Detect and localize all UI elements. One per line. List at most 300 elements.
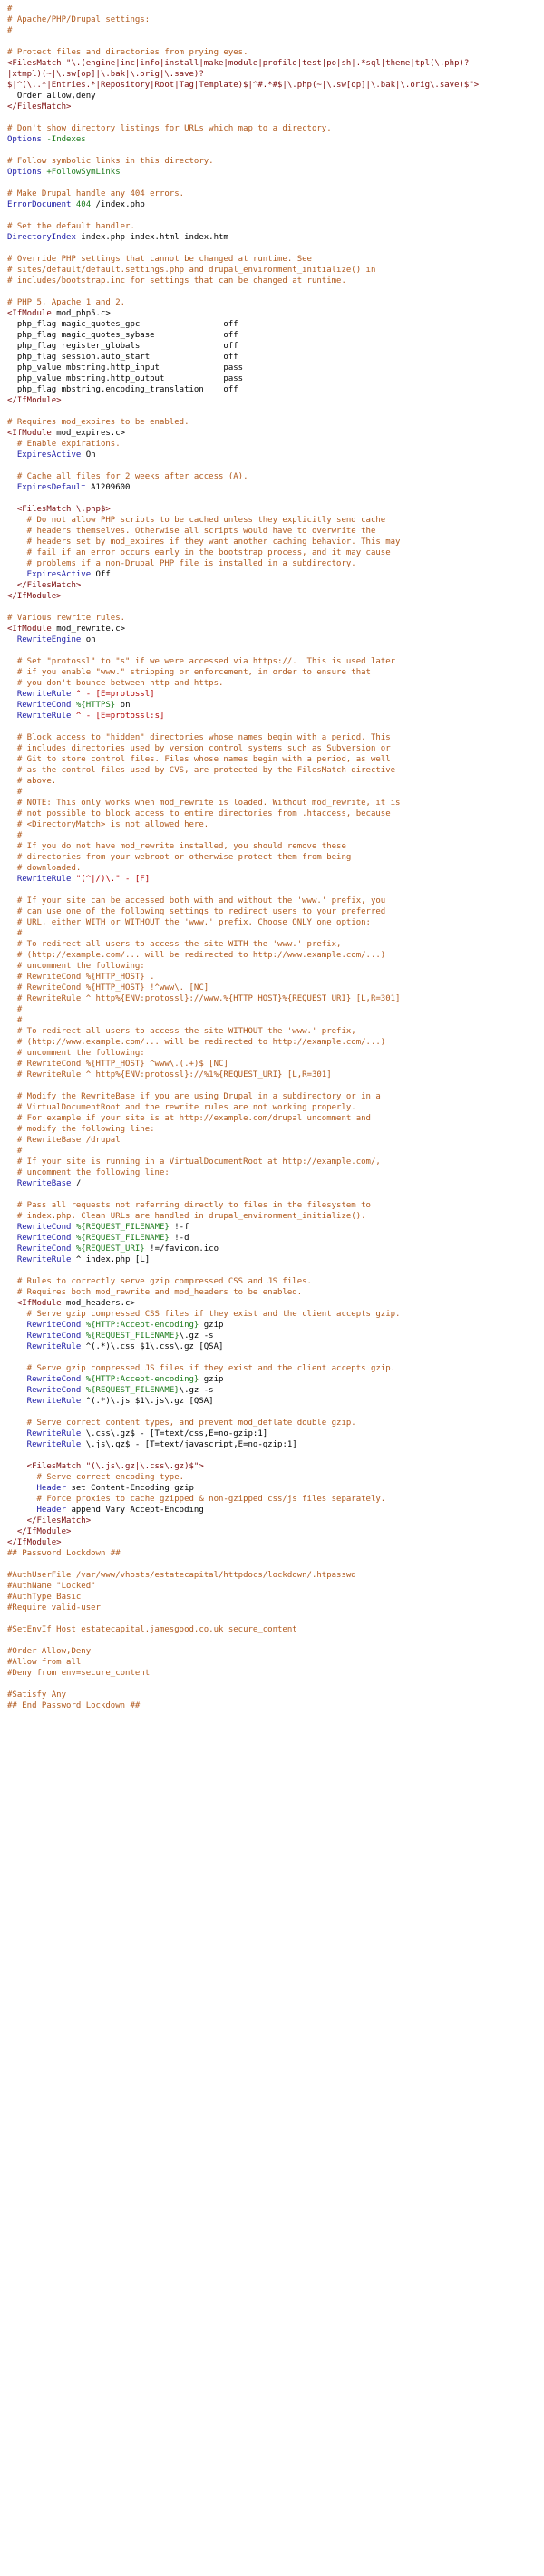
code-line	[7, 634, 537, 645]
code-tag: <IfModule	[7, 625, 52, 634]
code-tag: </IfModule>	[7, 592, 62, 601]
code-comment: # (http://www.example.com/... will be redirected to http://example.com/...)	[7, 1038, 386, 1047]
code-comment: # PHP 5, Apache 1 and 2.	[7, 298, 126, 307]
code-line	[7, 580, 537, 591]
code-line	[7, 319, 537, 330]
code-comment: # Pass all requests not referring directly to files in the filesystem to	[7, 1201, 371, 1210]
code-line	[7, 765, 537, 776]
code-text: !=/favicon.ico	[144, 1244, 219, 1254]
code-line	[7, 1603, 537, 1613]
code-tag: </FilesMatch>	[7, 581, 82, 590]
code-comment: # Enable expirations.	[7, 440, 121, 449]
code-line	[7, 1102, 537, 1113]
code-comment: # Rules to correctly serve gzip compressed CSS and JS files.	[7, 1277, 312, 1286]
code-line	[7, 1537, 537, 1548]
code-line	[7, 624, 537, 634]
code-directive: ExpiresDefault	[7, 483, 86, 492]
code-line	[7, 1265, 537, 1276]
code-line	[7, 1635, 537, 1646]
code-line	[7, 841, 537, 852]
code-comment: # headers themselves. Otherwise all scripts would have to overwrite the	[7, 527, 376, 536]
code-line	[7, 732, 537, 743]
code-directive: RewriteRule	[7, 1440, 82, 1449]
code-line	[7, 830, 537, 841]
code-value: %{HTTP:Accept-encoding}	[81, 1321, 199, 1330]
code-line	[7, 667, 537, 678]
code-comment: # Block access to "hidden" directories whose names begin with a period. This	[7, 733, 391, 742]
code-line	[7, 134, 537, 145]
code-value: %{REQUEST_URI}	[71, 1244, 145, 1254]
code-comment: # fail if an error occurs early in the bootstrap process, and it may cause	[7, 548, 391, 557]
code-line	[7, 537, 537, 547]
code-line	[7, 1526, 537, 1537]
code-comment: # as the control files used by CVS, are protected by the FilesMatch directive	[7, 766, 396, 775]
code-line	[7, 1418, 537, 1428]
code-comment: # Force proxies to cache gzipped & non-gzipped css/js files separately.	[7, 1495, 386, 1504]
code-text: mod_expires.c>	[51, 429, 126, 438]
code-line	[7, 199, 537, 210]
code-line	[7, 787, 537, 798]
code-comment: #AuthName "Locked"	[7, 1582, 96, 1591]
code-tag: |xtmpl)(~|\.sw[op]|\.bak|\.orig|\.save)?	[7, 70, 204, 79]
code-comment: # includes/bootstrap.inc for settings that can be changed at runtime.	[7, 276, 346, 286]
code-text: /index.php	[91, 200, 145, 209]
code-comment: #	[7, 831, 23, 840]
code-text: /	[71, 1179, 82, 1188]
code-text: set Content-Encoding gzip	[66, 1484, 194, 1493]
code-comment: # RewriteRule ^ http%{ENV:protossl}://%1%{REQUEST_URI} [L,R=301]	[7, 1070, 332, 1080]
code-tag: <IfModule	[7, 429, 52, 438]
code-line	[7, 1461, 537, 1472]
code-directive: RewriteBase	[7, 1179, 72, 1188]
code-line	[7, 1276, 537, 1287]
code-text: Off	[91, 570, 111, 579]
code-line	[7, 112, 537, 123]
code-line	[7, 819, 537, 830]
code-text: \.css\.gz$ - [T=text/css,E=no-gzip:1]	[81, 1429, 268, 1438]
code-text: ^(.*)\.js $1\.js\.gz [QSA]	[81, 1397, 214, 1406]
code-line	[7, 156, 537, 167]
code-comment: # If your site is running in a VirtualDocumentRoot at http://example.com/,	[7, 1157, 381, 1167]
code-text: !-f	[169, 1223, 189, 1232]
code-line	[7, 1070, 537, 1080]
code-comment: # headers set by mod_expires if they want another caching behavior. This may	[7, 537, 401, 547]
code-comment: # can use one of the following settings to redirect users to your preferred	[7, 907, 386, 916]
code-line	[7, 983, 537, 993]
code-line	[7, 711, 537, 721]
code-comment: #	[7, 1005, 23, 1014]
code-comment: # Don't show directory listings for URLs which map to a directory.	[7, 124, 332, 133]
code-line	[7, 178, 537, 189]
code-line	[7, 950, 537, 961]
code-tag: </IfModule>	[7, 1538, 62, 1547]
code-line	[7, 689, 537, 700]
code-directive: RewriteRule	[7, 690, 72, 699]
code-comment: #	[7, 929, 23, 938]
code-comment: # Do not allow PHP scripts to be cached unless they explicitly send cache	[7, 516, 386, 525]
code-comment: # uncomment the following:	[7, 1049, 145, 1058]
code-text: index.php index.html index.htm	[75, 233, 228, 242]
code-line	[7, 1015, 537, 1026]
code-comment: # RewriteRule ^ http%{ENV:protossl}://www.%{HTTP_HOST}%{REQUEST_URI} [L,R=301]	[7, 994, 401, 1003]
code-comment: #	[7, 788, 23, 797]
code-line	[7, 1396, 537, 1407]
code-line	[7, 1472, 537, 1483]
code-line	[7, 363, 537, 373]
code-text: On	[81, 450, 96, 460]
code-text: mod_headers.c>	[61, 1299, 135, 1308]
code-line	[7, 1254, 537, 1265]
code-line	[7, 471, 537, 482]
code-line	[7, 428, 537, 439]
code-tag: </IfModule>	[7, 1527, 72, 1536]
code-line	[7, 526, 537, 537]
code-line	[7, 1439, 537, 1450]
code-directive: Header	[7, 1506, 67, 1515]
code-directive: Header	[7, 1484, 67, 1493]
code-text: Order allow,deny	[7, 92, 96, 101]
code-line	[7, 885, 537, 896]
code-text: mod_php5.c>	[51, 309, 111, 318]
code-line	[7, 417, 537, 428]
code-comment: # VirtualDocumentRoot and the rewrite rules are not working properly.	[7, 1103, 356, 1112]
code-line	[7, 1700, 537, 1711]
code-comment: # Requires mod_expires to be enabled.	[7, 418, 189, 427]
code-value: %{REQUEST_FILENAME}	[71, 1234, 170, 1243]
code-directive: RewriteRule	[7, 712, 72, 721]
code-text: on	[115, 701, 131, 710]
code-line	[7, 80, 537, 91]
code-line	[7, 330, 537, 341]
code-tag: <FilesMatch \.php$>	[7, 505, 111, 514]
code-directive: ExpiresActive	[7, 570, 92, 579]
code-comment: # If your site can be accessed both with and without the 'www.' prefix, you	[7, 896, 386, 905]
code-directive: RewriteCond	[7, 1386, 82, 1395]
code-line	[7, 569, 537, 580]
code-value: %{REQUEST_FILENAME}	[81, 1386, 180, 1395]
code-comment: # Serve correct content types, and prevent mod_deflate double gzip.	[7, 1419, 356, 1428]
code-directive: ExpiresActive	[7, 450, 82, 460]
code-line	[7, 700, 537, 711]
code-text: !-d	[169, 1234, 189, 1243]
code-rule: ^ - [E=protossl:s]	[71, 712, 165, 721]
code-comment: # Make Drupal handle any 404 errors.	[7, 189, 185, 199]
code-comment: #SetEnvIf Host estatecapital.jamesgood.co.uk secure_content	[7, 1625, 297, 1634]
code-comment: # Git to store control files. Files whose names begin with a period, as well	[7, 755, 391, 764]
code-tag: <FilesMatch "(\.js\.gz|\.css\.gz)$">	[7, 1462, 204, 1471]
code-line	[7, 384, 537, 395]
code-line	[7, 721, 537, 732]
code-comment: # RewriteCond %{HTTP_HOST} .	[7, 973, 155, 982]
code-line	[7, 1657, 537, 1668]
code-directive: ErrorDocument	[7, 200, 72, 209]
code-line	[7, 1026, 537, 1037]
code-comment: # RewriteBase /drupal	[7, 1136, 121, 1145]
code-value: %{REQUEST_FILENAME}	[71, 1223, 170, 1232]
code-text: php_flag magic_quotes_sybase off	[7, 331, 238, 340]
code-directive: RewriteCond	[7, 701, 72, 710]
code-line	[7, 286, 537, 297]
code-comment: # modify the following line:	[7, 1125, 155, 1134]
code-line	[7, 341, 537, 352]
code-tag: </FilesMatch>	[7, 102, 72, 111]
code-comment: # NOTE: This only works when mod_rewrite is loaded. Without mod_rewrite, it is	[7, 799, 401, 808]
code-text: gzip	[199, 1375, 224, 1384]
code-line	[7, 558, 537, 569]
code-directive: RewriteRule	[7, 1429, 82, 1438]
code-line	[7, 656, 537, 667]
code-text: A1209600	[85, 483, 131, 492]
code-line	[7, 1494, 537, 1505]
code-line	[7, 1048, 537, 1059]
code-comment: # Cache all files for 2 weeks after access (A).	[7, 472, 248, 481]
code-line	[7, 243, 537, 254]
code-line	[7, 91, 537, 102]
code-text: ^(.*)\.css $1\.css\.gz [QSA]	[81, 1342, 224, 1351]
code-line	[7, 809, 537, 819]
code-line	[7, 493, 537, 504]
code-line	[7, 1037, 537, 1048]
code-directive: DirectoryIndex	[7, 233, 76, 242]
code-comment: # problems if a non-Drupal PHP file is installed in a subdirectory.	[7, 559, 356, 568]
code-line	[7, 460, 537, 471]
code-directive: RewriteCond	[7, 1234, 72, 1243]
code-comment: # not possible to block access to entire directories from .htaccess, because	[7, 809, 391, 818]
code-comment: #Require valid-user	[7, 1603, 101, 1612]
code-comment: #	[7, 5, 13, 14]
code-directive: RewriteCond	[7, 1375, 82, 1384]
code-line	[7, 102, 537, 112]
code-directive: RewriteCond	[7, 1244, 72, 1254]
code-comment: # RewriteCond %{HTTP_HOST} ^www\.(.+)$ [NC]	[7, 1060, 228, 1069]
code-line	[7, 939, 537, 950]
code-line	[7, 754, 537, 765]
code-comment: # Various rewrite rules.	[7, 614, 126, 623]
code-value: -Indexes	[41, 135, 86, 144]
code-line	[7, 547, 537, 558]
code-line	[7, 1200, 537, 1211]
code-line	[7, 47, 537, 58]
code-line	[7, 917, 537, 928]
code-comment: # Override PHP settings that cannot be changed at runtime. See	[7, 255, 312, 264]
code-comment: #	[7, 26, 13, 35]
code-line	[7, 1298, 537, 1309]
code-comment: # RewriteCond %{HTTP_HOST} !^www\. [NC]	[7, 983, 209, 993]
code-rule: "(^|/)\." - [F]	[71, 875, 151, 884]
code-line	[7, 928, 537, 939]
code-comment: #Allow from all	[7, 1658, 82, 1667]
code-line	[7, 406, 537, 417]
code-text: php_value mbstring.http_output pass	[7, 374, 244, 383]
code-line	[7, 1233, 537, 1244]
code-line	[7, 1287, 537, 1298]
code-line	[7, 221, 537, 232]
code-comment: # uncomment the following line:	[7, 1168, 170, 1177]
code-comment: # To redirect all users to access the site WITHOUT the 'www.' prefix,	[7, 1027, 356, 1036]
code-line	[7, 504, 537, 515]
code-line	[7, 906, 537, 917]
code-line	[7, 373, 537, 384]
code-line	[7, 1124, 537, 1135]
code-line	[7, 1113, 537, 1124]
code-line	[7, 15, 537, 25]
code-line	[7, 36, 537, 47]
code-line	[7, 743, 537, 754]
code-directive: RewriteRule	[7, 1397, 82, 1406]
code-line	[7, 1363, 537, 1374]
code-line	[7, 1690, 537, 1700]
code-line	[7, 308, 537, 319]
code-line	[7, 210, 537, 221]
code-text: php_flag session.auto_start off	[7, 353, 238, 362]
code-comment: # Serve gzip compressed CSS files if they exist and the client accepts gzip.	[7, 1310, 401, 1319]
code-value: %{REQUEST_FILENAME}	[81, 1332, 180, 1341]
code-text: php_value mbstring.http_input pass	[7, 363, 244, 373]
code-line	[7, 961, 537, 972]
code-comment: # Set the default handler.	[7, 222, 135, 231]
code-line	[7, 439, 537, 450]
code-line	[7, 1374, 537, 1385]
code-comment: #AuthUserFile /var/www/vhosts/estatecapital/httpdocs/lockdown/.htpasswd	[7, 1571, 356, 1580]
code-line	[7, 297, 537, 308]
code-text: on	[81, 635, 96, 644]
code-comment: # sites/default/default.settings.php and drupal_environment_initialize() in	[7, 266, 376, 275]
code-line	[7, 4, 537, 15]
code-comment: # downloaded.	[7, 864, 82, 873]
code-directive: RewriteCond	[7, 1332, 82, 1341]
code-line	[7, 602, 537, 613]
code-line	[7, 1341, 537, 1352]
code-line	[7, 145, 537, 156]
code-text: gzip	[199, 1321, 224, 1330]
code-tag: <IfModule	[7, 1299, 62, 1308]
code-comment: ## Password Lockdown ##	[7, 1549, 121, 1558]
code-comment: #AuthType Basic	[7, 1593, 82, 1602]
code-text: mod_rewrite.c>	[51, 625, 126, 634]
code-line	[7, 645, 537, 656]
code-line	[7, 352, 537, 363]
code-line	[7, 1679, 537, 1690]
code-comment: # Protect files and directories from prying eyes.	[7, 48, 248, 57]
code-line	[7, 450, 537, 460]
code-line	[7, 591, 537, 602]
code-comment: #Deny from env=secure_content	[7, 1669, 151, 1678]
code-comment: # To redirect all users to access the site WITH the 'www.' prefix,	[7, 940, 342, 949]
code-text: \.gz -s	[179, 1332, 214, 1341]
code-directive: RewriteRule	[7, 1255, 72, 1264]
code-line	[7, 123, 537, 134]
code-text: append Vary Accept-Encoding	[66, 1506, 204, 1515]
code-line	[7, 1428, 537, 1439]
code-line	[7, 1309, 537, 1320]
code-comment: # Set "protossl" to "s" if we were accessed via https://. This is used later	[7, 657, 396, 666]
code-line	[7, 1505, 537, 1516]
code-text: \.js\.gz$ - [T=text/javascript,E=no-gzip:1]	[81, 1440, 297, 1449]
code-line	[7, 1135, 537, 1146]
code-line	[7, 1668, 537, 1679]
code-comment: # directories from your webroot or otherwise protect them from being	[7, 853, 352, 862]
code-line	[7, 1592, 537, 1603]
code-line	[7, 1581, 537, 1592]
code-line	[7, 1189, 537, 1200]
code-value: %{HTTP:Accept-encoding}	[81, 1375, 199, 1384]
code-line	[7, 798, 537, 809]
code-line	[7, 395, 537, 406]
code-line	[7, 874, 537, 885]
code-directive: Options	[7, 168, 42, 177]
code-line	[7, 1320, 537, 1331]
code-line	[7, 1059, 537, 1070]
code-comment: # URL, either WITH or WITHOUT the 'www.' prefix. Choose ONLY one option:	[7, 918, 371, 927]
code-line	[7, 1167, 537, 1178]
code-text: php_flag register_globals off	[7, 342, 238, 351]
code-rule: ^ - [E=protossl]	[71, 690, 155, 699]
code-line	[7, 1004, 537, 1015]
code-value: %{HTTPS}	[71, 701, 116, 710]
code-text: php_flag mbstring.encoding_translation off	[7, 385, 238, 394]
code-line	[7, 167, 537, 178]
code-line	[7, 1624, 537, 1635]
code-directive: RewriteEngine	[7, 635, 82, 644]
code-line	[7, 58, 537, 69]
code-line	[7, 1450, 537, 1461]
code-line	[7, 776, 537, 787]
code-comment: # For example if your site is at http://example.com/drupal uncomment and	[7, 1114, 371, 1123]
code-line	[7, 863, 537, 874]
code-comment: # uncomment the following:	[7, 962, 145, 971]
code-line	[7, 1091, 537, 1102]
code-comment: # Serve gzip compressed JS files if they exist and the client accepts gzip.	[7, 1364, 396, 1373]
code-value: +FollowSymLinks	[41, 168, 121, 177]
code-comment: # <DirectoryMatch> is not allowed here.	[7, 820, 209, 829]
code-line	[7, 1080, 537, 1091]
code-line	[7, 482, 537, 493]
code-line	[7, 1613, 537, 1624]
code-comment: # above.	[7, 777, 57, 786]
code-comment: # Apache/PHP/Drupal settings:	[7, 15, 151, 24]
code-tag: </FilesMatch>	[7, 1516, 92, 1525]
code-line	[7, 1222, 537, 1233]
code-line	[7, 1570, 537, 1581]
code-line	[7, 1211, 537, 1222]
code-line	[7, 678, 537, 689]
code-line	[7, 1385, 537, 1396]
code-line	[7, 1244, 537, 1254]
code-line	[7, 1157, 537, 1167]
code-directive: RewriteCond	[7, 1223, 72, 1232]
code-line	[7, 852, 537, 863]
code-line	[7, 265, 537, 276]
code-line	[7, 1516, 537, 1526]
code-line	[7, 896, 537, 906]
code-text: php_flag magic_quotes_gpc off	[7, 320, 238, 329]
code-value: 404	[71, 200, 92, 209]
code-text: ^ index.php [L]	[71, 1255, 151, 1264]
code-tag: </IfModule>	[7, 396, 62, 405]
code-line	[7, 993, 537, 1004]
code-comment: # if you enable "www." stripping or enforcement, in order to ensure that	[7, 668, 371, 677]
code-comment: # Follow symbolic links in this directory.	[7, 157, 214, 166]
code-comment: # includes directories used by version control systems such as Subversion or	[7, 744, 391, 753]
code-comment: #Satisfy Any	[7, 1690, 67, 1700]
code-line	[7, 515, 537, 526]
code-tag: $|^(\..*|Entries.*|Repository|Root|Tag|Template)$|^#.*#$|\.php(~|\.sw[op]|\.bak|\.orig\.save)$">	[7, 81, 480, 90]
code-line	[7, 25, 537, 36]
code-comment: # Modify the RewriteBase if you are using Drupal in a subdirectory or in a	[7, 1092, 381, 1101]
code-comment: # you don't bounce between http and https.	[7, 679, 224, 688]
code-line	[7, 972, 537, 983]
code-comment: #	[7, 1016, 23, 1025]
